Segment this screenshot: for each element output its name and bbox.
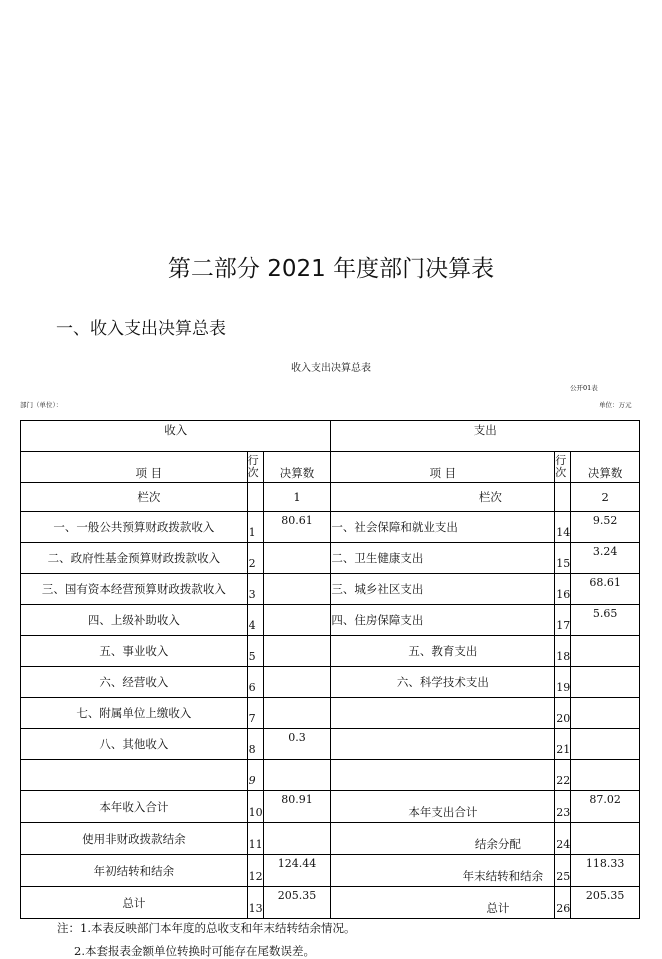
part-title: 第二部分 2021 年度部门决算表 bbox=[167, 256, 495, 282]
income-line-number: 8 bbox=[247, 729, 263, 760]
expense-amount: 9.52 bbox=[571, 512, 640, 543]
income-item-header: 项 目 bbox=[21, 452, 248, 483]
income-item: 总计 bbox=[21, 887, 248, 919]
unit-label: 单位：万元 bbox=[599, 401, 632, 409]
income-item: 二、政府性基金预算财政拨款收入 bbox=[21, 543, 248, 574]
income-line-number: 6 bbox=[247, 667, 263, 698]
income-item: 八、其他收入 bbox=[21, 729, 248, 760]
expense-amount bbox=[571, 667, 640, 698]
note-1: 注：1.本表反映部门本年度的总收支和年末结转结余情况。 bbox=[57, 921, 356, 935]
income-amount bbox=[263, 574, 331, 605]
expense-item: 结余分配 bbox=[331, 823, 555, 855]
expense-line-header: 行次 bbox=[555, 452, 571, 483]
table-title: 收入支出决算总表 bbox=[291, 363, 371, 374]
table-row bbox=[21, 667, 640, 698]
income-item bbox=[21, 760, 248, 791]
table-row bbox=[21, 791, 640, 823]
expense-amount bbox=[571, 823, 640, 855]
income-column-label: 栏次 bbox=[21, 483, 248, 512]
income-item: 三、国有资本经营预算财政拨款收入 bbox=[21, 574, 248, 605]
income-amount: 80.91 bbox=[263, 791, 331, 823]
table-row bbox=[21, 760, 640, 791]
expense-item-header: 项 目 bbox=[331, 452, 555, 483]
income-item: 四、上级补助收入 bbox=[21, 605, 248, 636]
income-item: 六、经营收入 bbox=[21, 667, 248, 698]
expense-line-number: 21 bbox=[555, 729, 571, 760]
expense-column-label: 栏次 bbox=[331, 483, 555, 512]
table-row bbox=[21, 605, 640, 636]
expense-item: 二、卫生健康支出 bbox=[331, 543, 555, 574]
expense-line-number: 17 bbox=[555, 605, 571, 636]
income-header: 收入 bbox=[21, 421, 331, 452]
income-amount: 0.3 bbox=[263, 729, 331, 760]
income-amount: 80.61 bbox=[263, 512, 331, 543]
form-code: 公开01表 bbox=[570, 384, 598, 392]
expense-item bbox=[331, 760, 555, 791]
expense-line-number: 19 bbox=[555, 667, 571, 698]
section-title: 一、收入支出决算总表 bbox=[56, 319, 226, 339]
table-row bbox=[21, 512, 640, 543]
expense-line-number: 20 bbox=[555, 698, 571, 729]
income-item: 年初结转和结余 bbox=[21, 855, 248, 887]
expense-item: 年末结转和结余 bbox=[331, 855, 555, 887]
expense-line-number: 14 bbox=[555, 512, 571, 543]
table-row bbox=[21, 698, 640, 729]
income-amount bbox=[263, 605, 331, 636]
income-line-number: 3 bbox=[247, 574, 263, 605]
department-label: 部门（单位）： bbox=[20, 401, 63, 409]
income-line-number: 4 bbox=[247, 605, 263, 636]
expense-item: 三、城乡社区支出 bbox=[331, 574, 555, 605]
expense-line-number: 23 bbox=[555, 791, 571, 823]
expense-item: 五、教育支出 bbox=[331, 636, 555, 667]
income-line-number: 13 bbox=[247, 887, 263, 919]
income-amount bbox=[263, 698, 331, 729]
note-2: 2.本套报表金额单位转换时可能存在尾数误差。 bbox=[74, 944, 315, 958]
expense-amount bbox=[571, 636, 640, 667]
expense-item: 四、住房保障支出 bbox=[331, 605, 555, 636]
expense-line-number: 16 bbox=[555, 574, 571, 605]
income-item: 一、一般公共预算财政拨款收入 bbox=[21, 512, 248, 543]
income-amount: 124.44 bbox=[263, 855, 331, 887]
table-row bbox=[21, 823, 640, 855]
income-amount bbox=[263, 543, 331, 574]
income-column-number: 1 bbox=[263, 483, 331, 512]
income-line-number: 9 bbox=[247, 760, 263, 791]
income-item: 使用非财政拨款结余 bbox=[21, 823, 248, 855]
income-item: 五、事业收入 bbox=[21, 636, 248, 667]
table-row bbox=[21, 729, 640, 760]
expense-item: 总计 bbox=[331, 887, 555, 919]
expense-line-number: 24 bbox=[555, 823, 571, 855]
income-amount: 205.35 bbox=[263, 887, 331, 919]
expense-item bbox=[331, 698, 555, 729]
expense-line-number: 25 bbox=[555, 855, 571, 887]
expense-item: 本年支出合计 bbox=[331, 791, 555, 823]
expense-line-number: 15 bbox=[555, 543, 571, 574]
table-row bbox=[21, 636, 640, 667]
expense-amount bbox=[571, 698, 640, 729]
expense-line-number: 26 bbox=[555, 887, 571, 919]
income-amount bbox=[263, 667, 331, 698]
income-line-number: 11 bbox=[247, 823, 263, 855]
expense-header: 支出 bbox=[331, 421, 640, 452]
income-expense-table bbox=[20, 420, 640, 919]
empty-cell bbox=[555, 483, 571, 512]
income-line-number: 2 bbox=[247, 543, 263, 574]
income-amount bbox=[263, 760, 331, 791]
income-amount-header: 决算数 bbox=[263, 452, 331, 483]
expense-amount: 118.33 bbox=[571, 855, 640, 887]
expense-amount bbox=[571, 729, 640, 760]
expense-amount: 5.65 bbox=[571, 605, 640, 636]
expense-amount: 87.02 bbox=[571, 791, 640, 823]
income-amount bbox=[263, 823, 331, 855]
income-line-number: 7 bbox=[247, 698, 263, 729]
expense-column-number: 2 bbox=[571, 483, 640, 512]
income-item: 本年收入合计 bbox=[21, 791, 248, 823]
income-line-number: 1 bbox=[247, 512, 263, 543]
table-section bbox=[20, 420, 640, 959]
expense-line-number: 18 bbox=[555, 636, 571, 667]
table-row bbox=[21, 855, 640, 887]
expense-item bbox=[331, 729, 555, 760]
income-line-number: 5 bbox=[247, 636, 263, 667]
income-amount bbox=[263, 636, 331, 667]
table-row bbox=[21, 887, 640, 919]
table-row bbox=[21, 574, 640, 605]
expense-item: 一、社会保障和就业支出 bbox=[331, 512, 555, 543]
expense-amount: 3.24 bbox=[571, 543, 640, 574]
empty-cell bbox=[247, 483, 263, 512]
expense-line-number: 22 bbox=[555, 760, 571, 791]
expense-amount bbox=[571, 760, 640, 791]
table-row bbox=[21, 543, 640, 574]
income-line-number: 10 bbox=[247, 791, 263, 823]
income-item: 七、附属单位上缴收入 bbox=[21, 698, 248, 729]
expense-item: 六、科学技术支出 bbox=[331, 667, 555, 698]
expense-amount-header: 决算数 bbox=[571, 452, 640, 483]
expense-amount: 205.35 bbox=[571, 887, 640, 919]
expense-amount: 68.61 bbox=[571, 574, 640, 605]
income-line-number: 12 bbox=[247, 855, 263, 887]
income-line-header: 行次 bbox=[247, 452, 263, 483]
